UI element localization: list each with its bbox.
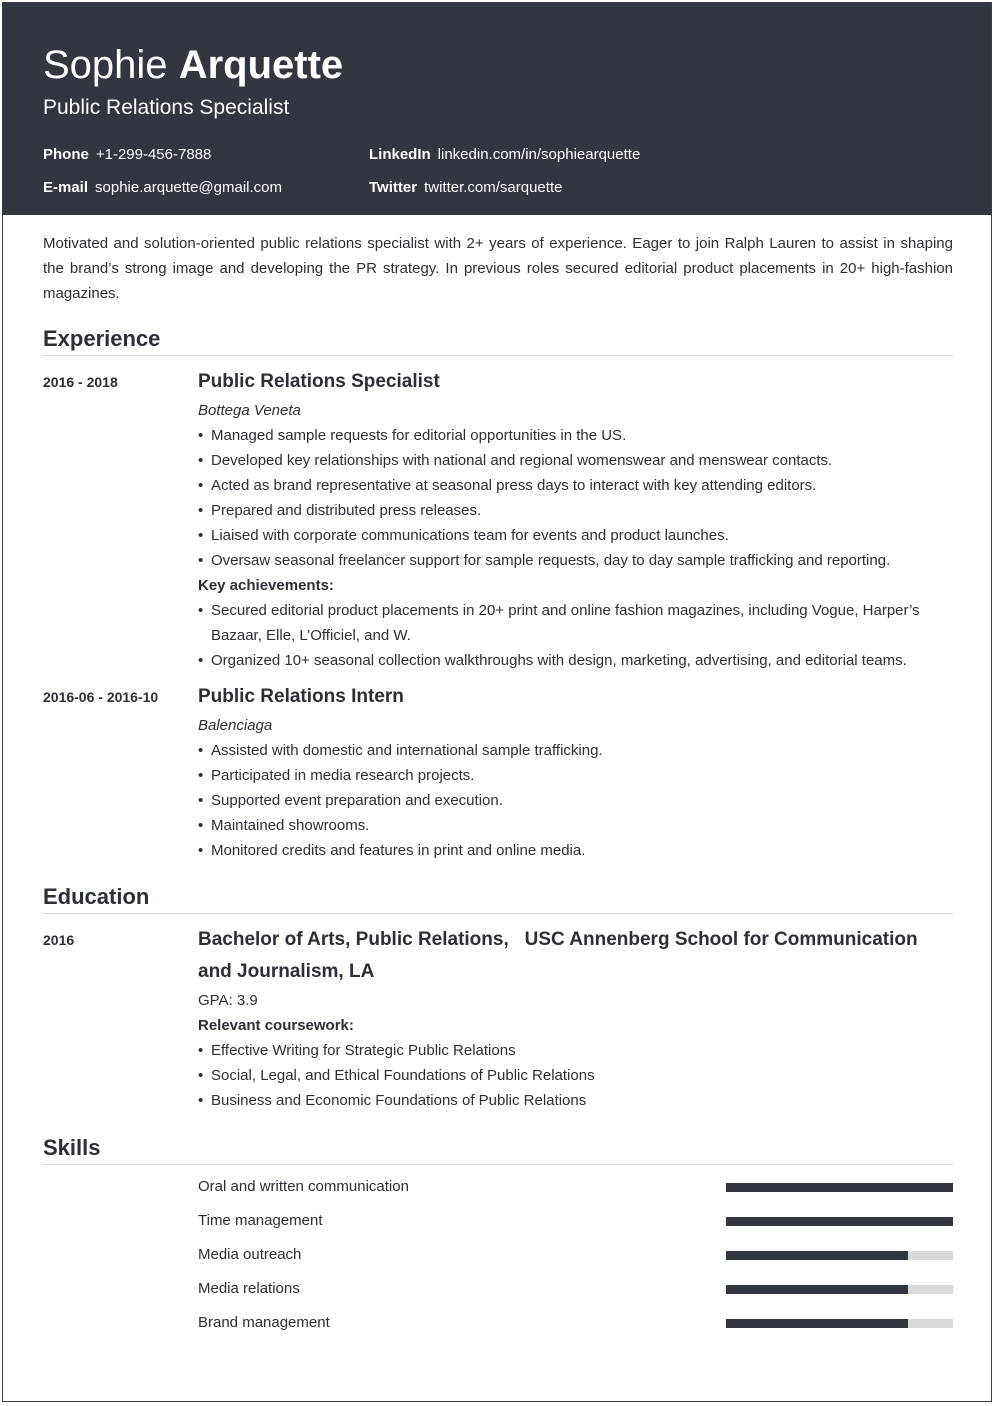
skill-level-fill: [726, 1251, 908, 1260]
skill-level-bar: [726, 1183, 953, 1192]
skill-level-bar: [726, 1251, 953, 1260]
candidate-name: [43, 41, 343, 89]
skills-heading: Skills: [43, 1134, 953, 1165]
email-label: E-mail: [43, 179, 89, 196]
job-2-title: Public Relations Intern: [198, 686, 404, 707]
list-item: • Oversaw seasonal freelancer support for sample requests, day to day sample trafficking and reporting.: [198, 548, 938, 573]
skill-level-fill: [726, 1285, 908, 1294]
skill-level-fill: [726, 1183, 953, 1192]
skill-name: Media relations: [198, 1280, 300, 1297]
list-item: • Organized 10+ seasonal collection walkthroughs with design, marketing, advertising, and editorial teams.: [198, 648, 923, 673]
education-date: 2016: [43, 932, 75, 948]
linkedin-label: LinkedIn: [369, 146, 431, 163]
job-1-achievements-label: Key achievements:: [198, 577, 334, 594]
skill-level-bar: [726, 1217, 953, 1226]
skill-level-bar: [726, 1319, 953, 1328]
skill-row: [198, 1245, 953, 1265]
job-1-duties: [198, 423, 938, 573]
skill-level-fill: [726, 1217, 953, 1226]
list-item: • Effective Writing for Strategic Public Relations: [198, 1038, 938, 1063]
list-item: • Managed sample requests for editorial opportunities in the US.: [198, 423, 938, 448]
list-item: • Acted as brand representative at seasonal press days to interact with key attending editors.: [198, 473, 938, 498]
list-item: • Social, Legal, and Ethical Foundations of Public Relations: [198, 1063, 938, 1088]
candidate-title: Public Relations Specialist: [43, 96, 290, 119]
phone-value: +1-299-456-7888: [95, 146, 212, 163]
coursework-list: [198, 1038, 938, 1113]
job-2-dates: 2016-06 - 2016-10: [43, 689, 159, 705]
list-item: • Business and Economic Foundations of Public Relations: [198, 1088, 938, 1113]
linkedin-value: linkedin.com/in/sophiearquette: [437, 146, 641, 163]
education-degree: [198, 924, 938, 988]
twitter-value: twitter.com/sarquette: [424, 179, 563, 196]
phone-label: Phone: [43, 146, 89, 163]
education-gpa: GPA: 3.9: [198, 992, 258, 1009]
list-item: • Monitored credits and features in print and online media.: [198, 838, 938, 863]
coursework-label: Relevant coursework:: [198, 1017, 354, 1034]
skill-name: Time management: [198, 1212, 323, 1229]
list-item: • Supported event preparation and execution.: [198, 788, 938, 813]
list-item: • Maintained showrooms.: [198, 813, 938, 838]
twitter-label: Twitter: [369, 179, 418, 196]
resume-header: [3, 3, 991, 215]
contact-email: [43, 178, 282, 198]
job-2-company: Balenciaga: [198, 717, 273, 734]
job-1-company: Bottega Veneta: [198, 402, 301, 419]
job-1-achievements: [198, 598, 923, 673]
contact-phone: [43, 145, 211, 165]
summary-paragraph: Motivated and solution-oriented public relations specialist with 2+ years of experience. Eager to join Ralph Lauren to assist in shaping the brand’s strong image and developing the PR strategy. In previous roles secured editorial product placements in 20+ high-fashion magazines.: [43, 235, 953, 302]
last-name: Arquette: [178, 43, 344, 87]
list-item: • Assisted with domestic and international sample trafficking.: [198, 738, 938, 763]
list-item: • Prepared and distributed press releases.: [198, 498, 938, 523]
skill-row: [198, 1177, 953, 1197]
contact-linkedin: [369, 145, 640, 165]
resume-page: [2, 2, 992, 1402]
education-heading: Education: [43, 883, 953, 914]
skill-row: [198, 1279, 953, 1299]
job-1-title: Public Relations Specialist: [198, 371, 440, 392]
contact-twitter: [369, 178, 562, 198]
school-name: USC Annenberg School for Communication and Journalism, LA: [198, 929, 918, 982]
job-2-duties: [198, 738, 938, 863]
list-item: • Developed key relationships with national and regional womenswear and menswear contacts.: [198, 448, 938, 473]
skill-level-bar: [726, 1285, 953, 1294]
skill-row: [198, 1313, 953, 1333]
experience-heading: Experience: [43, 325, 953, 356]
first-name: Sophie: [43, 43, 168, 87]
skill-level-fill: [726, 1319, 908, 1328]
list-item: • Participated in media research projects.: [198, 763, 938, 788]
list-item: • Liaised with corporate communications team for events and product launches.: [198, 523, 938, 548]
skill-name: Brand management: [198, 1314, 330, 1331]
degree-name: Bachelor of Arts, Public Relations,: [198, 929, 509, 950]
email-value: sophie.arquette@gmail.com: [95, 179, 283, 196]
skill-row: [198, 1211, 953, 1231]
job-1-dates: 2016 - 2018: [43, 374, 118, 390]
skill-name: Media outreach: [198, 1246, 302, 1263]
list-item: • Secured editorial product placements in 20+ print and online fashion magazines, including Vogue, Harper’s Bazaar, Elle, L’Officiel, and W.: [198, 598, 923, 648]
skill-name: Oral and written communication: [198, 1178, 409, 1195]
